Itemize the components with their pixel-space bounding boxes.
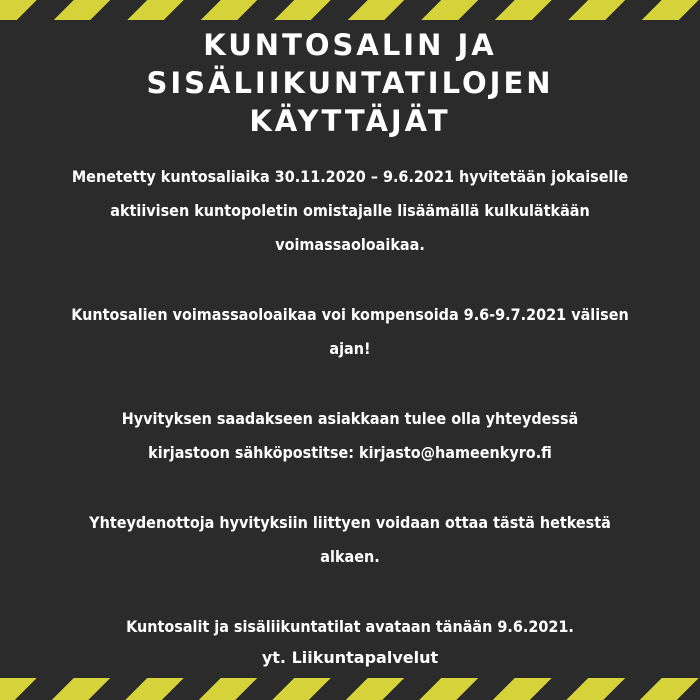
hazard-stripe-bottom [0, 678, 700, 700]
text-line: Hyvityksen saadakseen asiakkaan tulee olla yhteydessä [121, 409, 579, 428]
paragraph-opening [20, 610, 680, 644]
text-line: kirjastoon sähköpostitse: kirjasto@hameenkyro.fi [148, 443, 552, 462]
paragraph-start [20, 506, 680, 574]
paragraph-validity [20, 298, 680, 366]
text-line: Kuntosalit ja sisäliikuntatilat avataan tänään 9.6.2021. [126, 617, 574, 636]
text-line: alkaen. [320, 547, 380, 566]
text-line: ajan! [329, 339, 371, 358]
text-line: Yhteydenottoja hyvityksiin liittyen voidaan ottaa tästä hetkestä [89, 513, 611, 532]
text-line: Kuntosalien voimassaoloaikaa voi kompensoida 9.6-9.7.2021 välisen [71, 305, 629, 324]
paragraph-compensation [20, 160, 680, 262]
announcement-body [0, 160, 700, 644]
text-line: aktiivisen kuntopoletin omistajalle lisäämällä kulkulätkään [110, 201, 590, 220]
hazard-stripe-top [0, 0, 700, 20]
text-line: voimassaoloaikaa. [275, 235, 425, 254]
page-title [0, 26, 700, 140]
title-line-3: KÄYTTÄJÄT [249, 104, 451, 138]
paragraph-contact [20, 402, 680, 470]
signature: yt. Liikuntapalvelut [261, 648, 439, 667]
title-line-1: KUNTOSALIN JA [203, 28, 497, 62]
text-line: Menetetty kuntosaliaika 30.11.2020 – 9.6.2021 hyvitetään jokaiselle [71, 167, 629, 186]
title-line-2: SISÄLIIKUNTATILOJEN [146, 66, 554, 100]
